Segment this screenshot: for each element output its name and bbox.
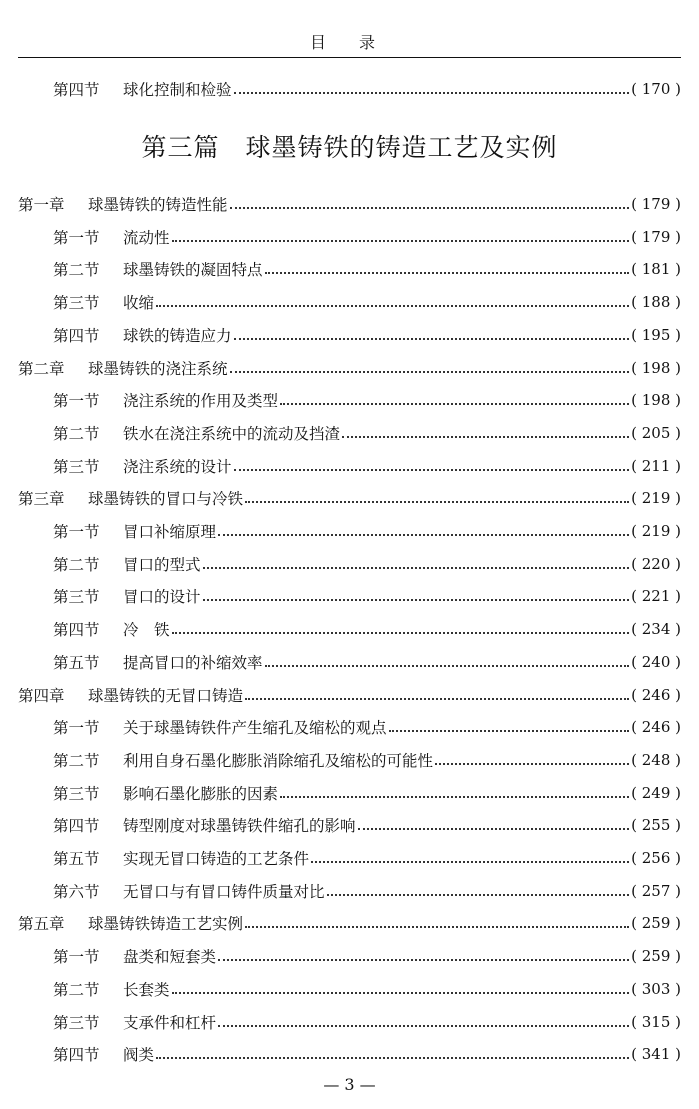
toc-section-entry[interactable] [53,388,681,412]
entry-page: ( 259 ) [631,914,681,933]
entry-page: ( 256 ) [631,849,681,867]
toc-section-entry[interactable] [53,1010,681,1034]
dot-leader [156,305,629,307]
entry-number: 第一节 [53,228,100,247]
dot-leader [230,207,630,209]
entry-page: ( 219 ) [631,522,681,540]
entry-page: ( 179 ) [631,195,681,213]
toc-section-entry[interactable] [53,1042,681,1066]
entry-title: 球墨铸铁的冒口与冷铁 [88,490,244,509]
entry-number: 第四节 [53,817,100,836]
toc-section-entry[interactable] [53,846,681,870]
toc-section-entry[interactable] [53,552,681,576]
entry-title: 球墨铸铁的凝固特点 [123,261,263,280]
entry-page: ( 221 ) [631,587,681,606]
dot-leader [218,959,629,961]
entry-page: ( 246 ) [631,685,681,704]
toc-section-entry[interactable] [53,323,681,347]
entry-page: ( 188 ) [631,293,681,312]
toc-section-entry[interactable] [53,813,681,837]
page-number: — 3 — [323,1075,376,1094]
entry-page: ( 257 ) [631,881,681,900]
toc-section-entry[interactable] [53,977,681,1001]
entry-title: 球铁的铸造应力 [123,326,232,345]
entry-number: 第三节 [53,294,100,313]
entry-page: ( 234 ) [631,620,681,639]
toc-chapter-entry[interactable] [18,192,681,216]
dot-leader [156,1057,629,1059]
entry-page: ( 249 ) [631,783,681,802]
entry-number: 第一节 [53,523,100,541]
dot-leader [172,632,630,634]
entry-page: ( 341 ) [631,1045,681,1064]
entry-number: 第四节 [53,621,100,640]
entry-title: 长套类 [123,980,170,999]
dot-leader [435,763,629,765]
dot-leader [280,403,629,405]
entry-number: 第五节 [53,850,100,868]
dot-leader [218,534,629,536]
entry-title: 盘类和短套类 [123,948,217,967]
entry-page: ( 248 ) [631,750,681,769]
toc-section-entry[interactable] [53,617,681,641]
entry-number: 第一节 [53,719,100,738]
dot-leader [245,926,629,928]
entry-page: ( 315 ) [631,1012,681,1031]
entry-title: 流动性 [123,228,170,247]
entry-page: ( 205 ) [631,423,681,442]
dot-leader [245,501,629,503]
entry-title: 阀类 [123,1046,155,1065]
entry-number: 第五章 [18,915,65,934]
entry-title: 冒口补缩原理 [123,523,217,541]
entry-number: 第一节 [53,392,100,411]
entry-page: ( 303 ) [631,979,681,998]
dot-leader [342,436,629,438]
entry-number: 第四章 [18,686,65,705]
dot-leader [358,828,630,830]
dot-leader [234,469,630,471]
entry-page: ( 181 ) [631,260,681,279]
dot-leader [265,272,630,274]
dot-leader [218,1025,629,1027]
dot-leader [203,599,630,601]
part-heading [0,128,699,164]
entry-title: 影响石墨化膨胀的因素 [123,784,279,803]
entry-title: 球墨铸铁的无冒口铸造 [88,686,244,705]
entry-page: ( 195 ) [631,325,681,344]
dot-leader [327,894,630,896]
entry-page: ( 198 ) [631,358,681,377]
entry-title: 冷 铁 [123,621,170,640]
entry-page: ( 240 ) [631,652,681,671]
toc-section-entry[interactable] [53,781,681,805]
entry-number: 第五节 [53,653,100,672]
dot-leader [311,861,629,863]
entry-page: ( 220 ) [631,554,681,573]
entry-title: 提高冒口的补缩效率 [123,653,263,672]
dot-leader [280,796,629,798]
entry-number: 第二节 [53,555,100,574]
toc-section-entry[interactable] [53,257,681,281]
dot-leader [389,730,630,732]
toc-chapter-entry[interactable] [18,356,681,380]
entry-number: 第三节 [53,784,100,803]
entry-number: 第一章 [18,196,65,214]
entry-title: 球墨铸铁的浇注系统 [88,359,228,378]
entry-page: ( 198 ) [631,391,681,410]
entry-title: 浇注系统的作用及类型 [123,392,279,411]
entry-title: 铸型刚度对球墨铸铁件缩孔的影响 [123,817,356,836]
entry-number: 第一节 [53,948,100,967]
part-title: 球墨铸铁的铸造工艺及实例 [245,133,558,162]
entry-number: 第四节 [53,1046,100,1065]
entry-number: 第三章 [18,490,65,509]
entry-title: 球墨铸铁铸造工艺实例 [88,915,244,934]
toc-entry-top[interactable] [53,77,681,101]
toc-section-entry[interactable] [53,748,681,772]
entry-number: 第六节 [53,882,100,901]
entry-title: 浇注系统的设计 [123,457,232,476]
entry-number: 第二节 [53,261,100,280]
entry-number: 第四节 [53,81,100,99]
dot-leader [230,371,630,373]
entry-number: 第二章 [18,359,65,378]
dot-leader [245,698,629,700]
entry-title: 铁水在浇注系统中的流动及挡渣 [123,424,341,443]
entry-number: 第三节 [53,1013,100,1032]
toc-chapter-entry[interactable] [18,486,681,510]
toc-section-entry[interactable] [53,454,681,478]
toc-section-entry[interactable] [53,715,681,739]
toc-chapter-entry[interactable] [18,683,681,707]
entry-page: ( 211 ) [631,456,681,475]
entry-title: 冒口的型式 [123,555,201,574]
entry-title: 冒口的设计 [123,588,201,607]
entry-number: 第三节 [53,588,100,607]
toc-section-entry[interactable] [53,944,681,968]
dot-leader [172,992,630,994]
entry-page: ( 259 ) [631,947,681,966]
entry-number: 第二节 [53,751,100,770]
toc-section-entry[interactable] [53,879,681,903]
entry-title: 支承件和杠杆 [123,1013,217,1032]
entry-page: ( 219 ) [631,489,681,508]
dot-leader [203,567,630,569]
part-number: 第三篇 [141,133,220,162]
toc-section-entry[interactable] [53,290,681,314]
toc-section-entry[interactable] [53,584,681,608]
entry-page: ( 170 ) [631,80,681,98]
entry-number: 第三节 [53,457,100,476]
entry-number: 第二节 [53,424,100,443]
entry-title: 关于球墨铸铁件产生缩孔及缩松的观点 [123,719,387,738]
entry-number: 第二节 [53,980,100,999]
toc-section-entry[interactable] [53,650,681,674]
page-header: 目 录 [309,33,390,52]
toc-section-entry[interactable] [53,519,681,543]
entry-title: 无冒口与有冒口铸件质量对比 [123,882,325,901]
dot-leader [234,92,630,94]
header-rule [18,57,681,58]
entry-title: 球化控制和检验 [123,81,232,99]
entry-title: 球墨铸铁的铸造性能 [88,196,228,214]
entry-page: ( 179 ) [631,227,681,246]
toc-section-entry[interactable] [53,225,681,249]
dot-leader [234,338,630,340]
entry-page: ( 255 ) [631,816,681,835]
entry-number: 第四节 [53,326,100,345]
entry-page: ( 246 ) [631,718,681,737]
entry-title: 实现无冒口铸造的工艺条件 [123,850,310,868]
entry-title: 收缩 [123,294,155,313]
toc-section-entry[interactable] [53,421,681,445]
entry-title: 利用自身石墨化膨胀消除缩孔及缩松的可能性 [123,751,434,770]
toc-chapter-entry[interactable] [18,911,681,935]
dot-leader [265,665,630,667]
dot-leader [172,240,630,242]
